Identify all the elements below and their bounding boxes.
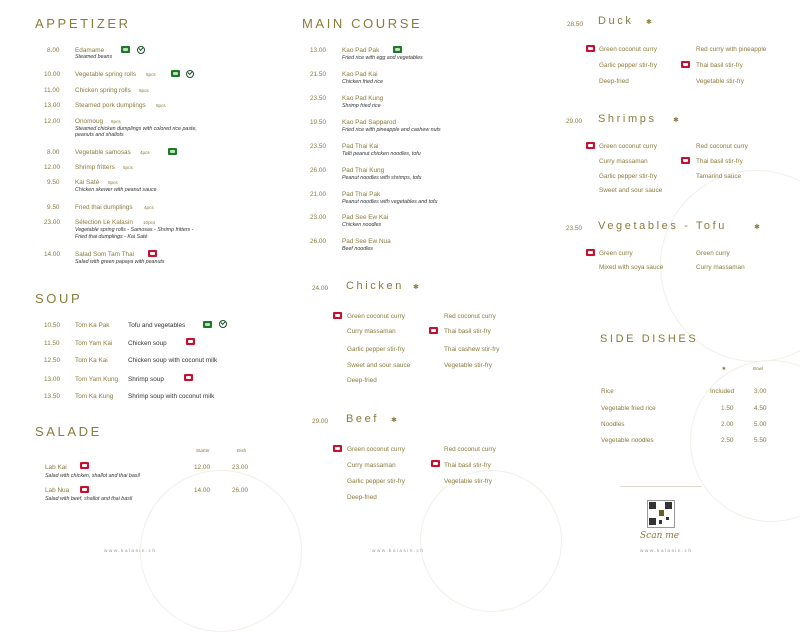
menu-item-price-bowl: 3.00 — [754, 388, 767, 395]
section-price: 23.50 — [566, 225, 582, 232]
menu-option: Red curry with pineapple — [696, 46, 767, 53]
menu-item-name: Chicken spring rolls — [75, 87, 131, 94]
section-price: 24.00 — [312, 285, 328, 292]
menu-item-price: 11.50 — [44, 340, 60, 347]
salade-heading: SALADE — [35, 424, 102, 439]
menu-item-price: 10.50 — [44, 322, 60, 329]
spicy-icon — [429, 327, 438, 334]
menu-item-description: Fried thai dumplings - Kai Saté — [75, 234, 148, 240]
divider — [620, 486, 702, 487]
menu-item-name: Sélection Le Kalasin — [75, 219, 133, 226]
section-price: 29.00 — [312, 418, 328, 425]
menu-option: Green curry — [599, 250, 633, 257]
menu-option: Green curry — [696, 250, 730, 257]
menu-item-count: 5pcs — [123, 165, 133, 170]
menu-item-description: Shrimp fried rice — [342, 103, 381, 109]
spicy-icon — [586, 45, 595, 52]
menu-item-name: Pad Thai Kung — [342, 167, 385, 174]
menu-item-description: Fried rice with pineapple and cashew nuts — [342, 127, 441, 133]
menu-item-name: Salad Som Tam Thai — [75, 251, 135, 258]
menu-item-name: Steamed pork dumplings — [75, 102, 146, 109]
menu-option: Thai basil stir-fry — [444, 462, 491, 469]
menu-option: Green coconut curry — [599, 143, 657, 150]
menu-item-name: Tom Yam Kai — [75, 340, 113, 347]
menu-option: Curry massaman — [347, 328, 396, 335]
spicy-icon — [184, 374, 193, 381]
menu-item-price: 13.00 — [44, 376, 60, 383]
menu-item-price-bowl: 5.50 — [754, 437, 767, 444]
menu-item-price: 8.00 — [47, 149, 60, 156]
scan-me-label: Scan me — [640, 531, 680, 541]
section-price: 29.00 — [566, 118, 582, 125]
menu-item-price: 23.00 — [310, 214, 326, 221]
menu-item-price-bowl: 4.50 — [754, 405, 767, 412]
menu-item-name: Pad See Ew Nua — [342, 238, 391, 245]
menu-item-price: 26.00 — [310, 167, 326, 174]
main-course-heading: MAIN COURSE — [302, 16, 423, 31]
menu-item-description: peanuts and shallots — [75, 132, 124, 138]
menu-item-name: Vegetable spring rolls — [75, 71, 137, 78]
menu-item-name: Noodles — [601, 421, 625, 428]
menu-item-name: Lab Kai — [45, 464, 67, 471]
menu-item-price: 13.00 — [44, 102, 60, 109]
menu-item-price-dish: 23.00 — [232, 464, 248, 471]
footer-url: www.kalasin.ch — [640, 549, 693, 554]
menu-item-name: Kao Pad Kung — [342, 95, 384, 102]
menu-item-count: 5pcs — [146, 72, 156, 77]
background-decoration — [140, 470, 302, 632]
menu-item-price-side: Included — [710, 388, 735, 395]
menu-item-name: Pad Thai Kai — [342, 143, 379, 150]
menu-option: Deep-fried — [347, 377, 377, 384]
spicy-star-icon: ✱ — [673, 117, 679, 124]
menu-item-description: Chicken fried rice — [342, 79, 383, 85]
menu-item-count: 5pcs — [108, 180, 118, 185]
menu-item-price: 14.00 — [44, 251, 60, 258]
menu-item-price: 10.00 — [44, 71, 60, 78]
menu-item-description: Chicken skewer with peanut sauce — [75, 187, 157, 193]
spicy-star-icon: ✱ — [754, 224, 760, 231]
menu-item-description: Shrimp soup — [128, 376, 164, 383]
menu-option: Curry massaman — [696, 264, 745, 271]
menu-option: Curry massaman — [599, 158, 648, 165]
spicy-icon — [148, 250, 157, 257]
menu-item-name: Kai Saté — [75, 179, 100, 186]
vegetables-tofu-heading: Vegetables - Tofu — [598, 220, 728, 232]
menu-option: Red coconut curry — [444, 313, 496, 320]
vegetarian-icon — [203, 321, 212, 328]
menu-item-description: Beef noodles — [342, 246, 373, 252]
spicy-star-icon: ✱ — [646, 19, 652, 26]
menu-item-price-starter: 12.00 — [194, 464, 210, 471]
menu-item-description: Vegetable spring rolls - Samosas - Shrimp fritters - — [75, 227, 194, 233]
menu-item-name: Shrimp fritters — [75, 164, 115, 171]
gluten-free-icon — [137, 46, 145, 54]
shrimps-heading: Shrimps — [598, 113, 657, 125]
menu-item-name: Edamame — [75, 47, 105, 54]
menu-item-price: 13.50 — [44, 393, 60, 400]
menu-item-price: 26.00 — [310, 238, 326, 245]
spicy-icon — [80, 462, 89, 469]
menu-item-description: Shrimp soup with coconut milk — [128, 393, 215, 400]
column-header-starter: Starter — [196, 448, 210, 453]
spicy-icon — [186, 338, 195, 345]
menu-item-name: Tom Ka Kung — [75, 393, 114, 400]
menu-item-count: 10pcs — [143, 220, 156, 225]
gluten-free-icon — [186, 70, 194, 78]
menu-option: Vegetable stir-fry — [696, 78, 744, 85]
menu-item-name: Vegetable fried rice — [601, 405, 656, 412]
background-decoration — [690, 360, 800, 522]
menu-item-name: Onomoug — [75, 118, 104, 125]
menu-item-description: Peanut noodles with shrimps, tofu — [342, 175, 422, 181]
spicy-icon — [681, 157, 690, 164]
menu-item-name: Vegetable noodles — [601, 437, 654, 444]
menu-item-name: Fried thai dumplings — [75, 204, 133, 211]
vegetarian-icon — [171, 70, 180, 77]
menu-option: Red coconut curry — [696, 143, 748, 150]
menu-item-price: 21.00 — [310, 191, 326, 198]
menu-item-price: 11.00 — [44, 87, 60, 94]
menu-item-price: 23.00 — [44, 219, 60, 226]
menu-item-description: Chicken soup with coconut milk — [128, 357, 218, 364]
menu-item-description: Taîti peanut chicken noodles, tofu — [342, 151, 421, 157]
gluten-free-icon — [219, 320, 227, 328]
menu-item-price: 12.50 — [44, 357, 60, 364]
menu-option: Vegetable stir-fry — [444, 362, 492, 369]
menu-item-price: 12.00 — [44, 164, 60, 171]
spicy-icon — [681, 61, 690, 68]
menu-option: Garlic pepper stir-fry — [599, 173, 657, 180]
menu-item-name: Pad See Ew Kai — [342, 214, 389, 221]
menu-item-price: 23.50 — [310, 95, 326, 102]
menu-item-count: 4pcs — [140, 150, 150, 155]
menu-option: Vegetable stir-fry — [444, 478, 492, 485]
spicy-icon — [586, 249, 595, 256]
menu-item-description: Salad with chicken, shallot and thai basil — [45, 473, 140, 479]
background-decoration — [420, 470, 562, 612]
menu-item-price: 23.50 — [310, 143, 326, 150]
menu-item-count: 5pcs — [139, 88, 149, 93]
menu-item-price: 12.00 — [44, 118, 60, 125]
menu-item-price: 21.50 — [310, 71, 326, 78]
menu-option: Tamarind sauce — [696, 173, 742, 180]
menu-item-description: Fried rice with egg and vegetables — [342, 55, 423, 61]
side-dishes-heading: SIDE DISHES — [600, 333, 699, 345]
menu-item-price: 19.50 — [310, 119, 326, 126]
spicy-icon — [333, 312, 342, 319]
menu-option: Thai cashew stir-fry — [444, 346, 500, 353]
column-header-bowl: Bowl — [753, 366, 763, 371]
menu-option: Thai basil stir-fry — [444, 328, 491, 335]
column-header-dish: Dish — [237, 448, 247, 453]
section-price: 28.50 — [567, 21, 583, 28]
menu-item-description: Salad with beef, shallot and thai basil — [45, 496, 133, 502]
menu-item-count: 4pcs — [144, 205, 154, 210]
menu-option: Curry massaman — [347, 462, 396, 469]
menu-item-name: Tom Yam Kung — [75, 376, 119, 383]
menu-item-price-side: 2.50 — [721, 437, 734, 444]
menu-item-price: 9.50 — [47, 204, 60, 211]
beef-heading: Beef — [346, 413, 380, 425]
menu-item-count: 6pcs — [111, 119, 121, 124]
menu-item-name: Tom Ka Pak — [75, 322, 110, 329]
menu-item-name: Kao Pad Kai — [342, 71, 378, 78]
menu-option: Red coconut curry — [444, 446, 496, 453]
spicy-icon — [586, 142, 595, 149]
menu-item-description: Tofu and vegetables — [128, 322, 186, 329]
menu-option: Green coconut curry — [347, 313, 405, 320]
menu-item-description: Salad with green papaya with peanuts — [75, 259, 165, 265]
footer-url: www.kalasin.ch — [104, 549, 157, 554]
menu-item-description: Chicken noodles — [342, 222, 382, 228]
menu-item-price: 13.00 — [310, 47, 326, 54]
menu-option: Thai basil stir-fry — [696, 62, 743, 69]
vegetarian-icon — [121, 46, 130, 53]
menu-item-description: Peanut noodles with vegetables and tofu — [342, 199, 438, 205]
menu-option: Green coconut curry — [599, 46, 657, 53]
spicy-star-icon: ✱ — [391, 417, 397, 424]
menu-item-price: 9.50 — [47, 179, 60, 186]
menu-option: Garlic pepper stir-fry — [347, 478, 405, 485]
qr-code[interactable] — [647, 500, 675, 528]
menu-option: Garlic pepper stir-fry — [347, 346, 405, 353]
menu-item-price-starter: 14.00 — [194, 487, 210, 494]
spicy-icon — [80, 486, 89, 493]
duck-heading: Duck — [598, 15, 634, 27]
menu-option: Deep-fried — [599, 78, 629, 85]
menu-item-description: Steamed chicken dumplings with colored rice paste, — [75, 126, 197, 132]
menu-item-name: Kao Pad Sapparod — [342, 119, 397, 126]
footer-url: www.kalasin.ch — [372, 549, 425, 554]
spicy-icon — [431, 460, 440, 467]
menu-item-count: 6pcs — [156, 103, 166, 108]
menu-option: Sweet and sour sauce — [347, 362, 411, 369]
menu-item-price-side: 2.00 — [721, 421, 734, 428]
menu-item-name: Vegetable samosas — [75, 149, 131, 156]
vegetarian-icon — [393, 46, 402, 53]
menu-option: Deep-fried — [347, 494, 377, 501]
vegetarian-icon — [168, 148, 177, 155]
menu-option: Green coconut curry — [347, 446, 405, 453]
spicy-icon — [333, 445, 342, 452]
menu-item-description: Chicken soup — [128, 340, 167, 347]
column-header-side: ✱ — [722, 366, 726, 371]
menu-item-name: Lab Nua — [45, 487, 70, 494]
soup-heading: SOUP — [35, 291, 83, 306]
spicy-star-icon: ✱ — [413, 284, 419, 291]
menu-item-price: 8.00 — [47, 47, 60, 54]
menu-item-price-dish: 26.00 — [232, 487, 248, 494]
menu-item-name: Kao Pad Pak — [342, 47, 380, 54]
appetizer-heading: APPETIZER — [35, 16, 131, 31]
menu-option: Sweet and sour sauce — [599, 187, 663, 194]
menu-item-name: Rice — [601, 388, 614, 395]
menu-item-name: Tom Ka Kai — [75, 357, 108, 364]
menu-option: Garlic pepper stir-fry — [599, 62, 657, 69]
menu-option: Mixed with soya sauce — [599, 264, 664, 271]
menu-item-price-bowl: 5.00 — [754, 421, 767, 428]
menu-item-name: Pad Thai Pak — [342, 191, 381, 198]
chicken-heading: Chicken — [346, 280, 404, 292]
menu-option: Thai basil stir-fry — [696, 158, 743, 165]
menu-item-description: Steamed beans — [75, 54, 113, 60]
menu-item-price-side: 1.50 — [721, 405, 734, 412]
